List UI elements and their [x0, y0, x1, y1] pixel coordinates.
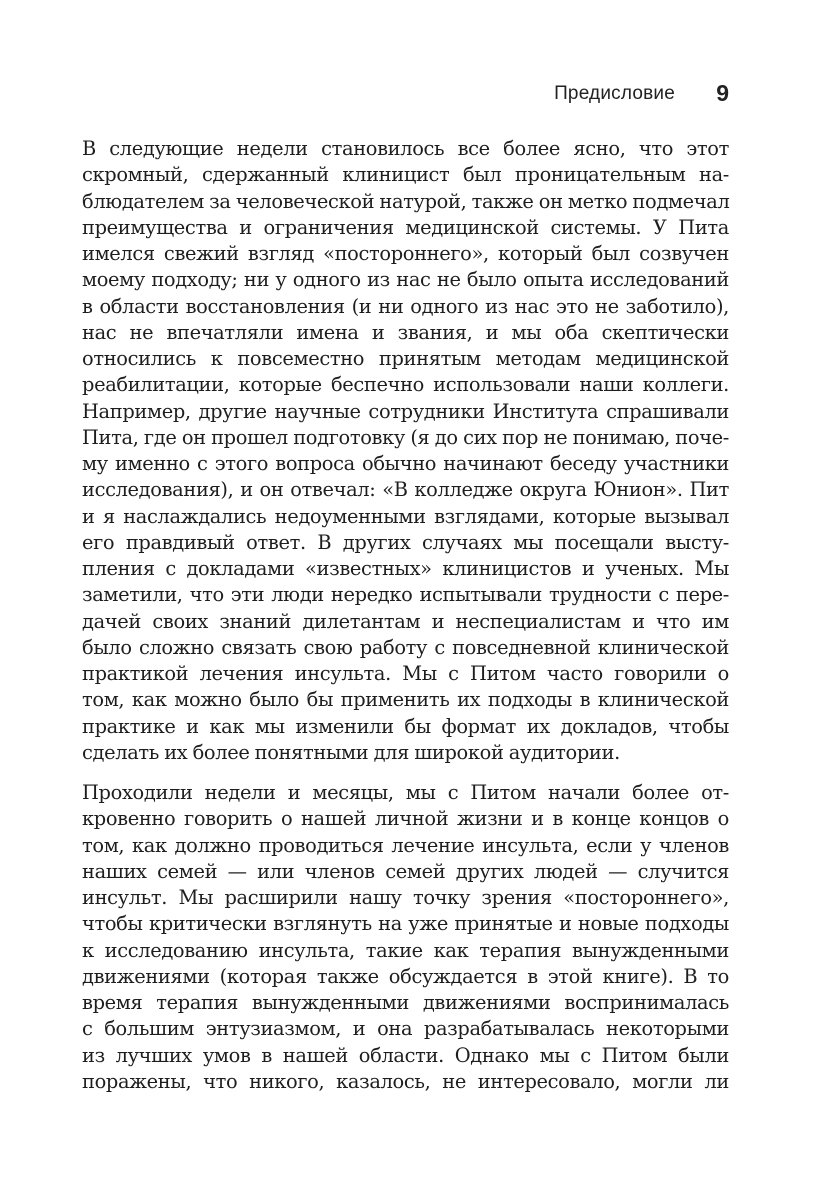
text-line: сделать их более понятными для широкой аудитории. [82, 740, 620, 764]
text-line: в области восстановления (и ни одного из нас это не заботило), [82, 294, 729, 318]
text-line: блюдателем за человеческой натурой, также он метко подмечал [82, 189, 730, 213]
text-line: скромный, сдержанный клиницист был проницательным на- [82, 163, 729, 187]
text-line: том, как можно было бы применить их подходы в клинической [82, 688, 729, 712]
text-line: Проходили недели и месяцы, мы с Питом начали более от- [82, 781, 729, 804]
text-line: Например, другие научные сотрудники Института спрашивали [82, 399, 729, 423]
text-line: В следующие недели становилось все более ясно, что этот [82, 137, 729, 160]
running-header [82, 80, 729, 112]
text-line: кровенно говорить о нашей личной жизни и в конце концов о [82, 807, 729, 831]
body-text [82, 136, 729, 1095]
text-line: практике и как мы изменили бы формат их докладов, чтобы [82, 714, 729, 738]
text-line: и я наслаждались недоуменными взглядами, которые вызывал [82, 504, 729, 528]
text-line: пления с докладами «известных» клиницистов и ученых. Мы [82, 557, 729, 580]
text-line: нас не впечатляли имена и звания, и мы оба скептически [82, 320, 729, 344]
text-line: реабилитации, которые беспечно использовали наши коллеги. [82, 373, 729, 397]
text-line: Пита, где он прошел подготовку (я до сих пор не понимаю, поче- [82, 425, 729, 449]
text-line: к исследованию инсульта, такие как терапия вынужденными [82, 938, 729, 962]
section-title: Предисловие [554, 83, 675, 104]
text-line: с большим энтузиазмом, и она разрабатывалась некоторыми [82, 1017, 729, 1041]
text-line: чтобы критически взглянуть на уже принятые и новые подходы [82, 912, 729, 936]
text-line: моему подходу; ни у одного из нас не было опыта исследований [82, 268, 729, 292]
text-line: исследования), и он отвечал: «В колледже округа Юнион». Пит [82, 478, 729, 502]
paragraph-1 [82, 136, 729, 766]
text-line: поражены, что никого, казалось, не интересовало, могли ли [82, 1069, 729, 1093]
text-line: том, как должно проводиться лечение инсульта, если у членов [82, 833, 729, 857]
page-number: 9 [716, 80, 729, 106]
text-line: относились к повсеместно принятым методам медицинской [82, 347, 729, 370]
text-line: имелся свежий взгляд «постороннего», который был созвучен [82, 242, 729, 265]
text-line: наших семей — или членов семей других людей — случится [82, 859, 729, 883]
text-line: практикой лечения инсульта. Мы с Питом часто говорили о [82, 662, 729, 685]
text-line: его правдивый ответ. В других случаях мы посещали высту- [82, 530, 729, 554]
text-line: время терапия вынужденными движениями воспринималась [82, 991, 729, 1014]
text-line: движениями (которая также обсуждается в этой книге). В то [82, 964, 729, 988]
text-line: преимущества и ограничения медицинской системы. У Пита [82, 215, 729, 239]
paragraph-2 [82, 780, 729, 1095]
text-line: инсульт. Мы расширили нашу точку зрения «постороннего», [82, 886, 729, 909]
text-line: му именно с этого вопроса обычно начинают беседу участники [82, 452, 729, 475]
text-line: было сложно связать свою работу с повседневной клинической [82, 635, 729, 659]
text-line: дачей своих знаний дилетантам и неспециалистам и что им [82, 609, 729, 633]
text-line: заметили, что эти люди нередко испытывали трудности с пере- [82, 583, 729, 607]
text-line: из лучших умов в нашей области. Однако мы с Питом были [82, 1043, 729, 1067]
